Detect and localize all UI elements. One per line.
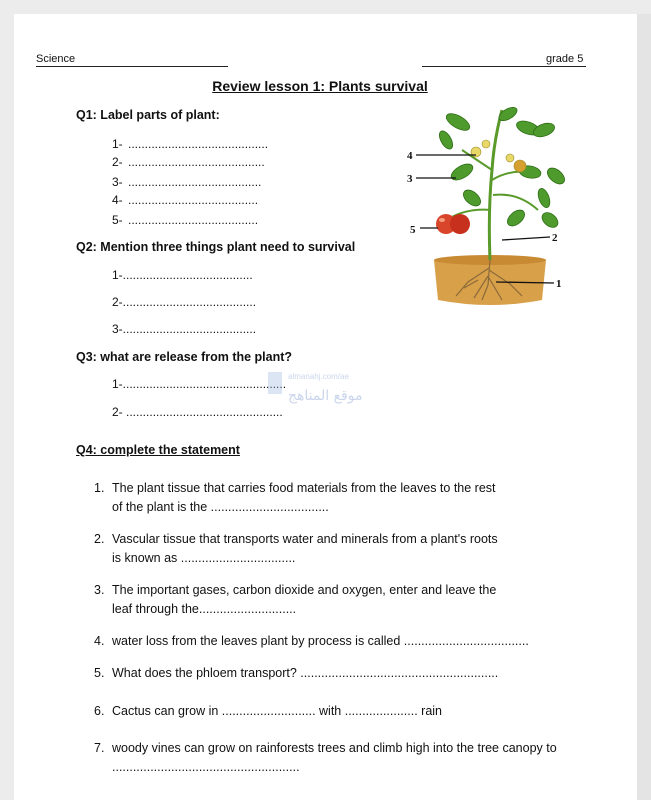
statement-2 (94, 530, 614, 570)
q2-heading: Q2: Mention three things plant need to survival (76, 240, 356, 254)
statement-7-text: woody vines can grow on rainforests trees and climb high into the tree canopy to (112, 741, 557, 755)
diagram-label-1: 1 (556, 278, 562, 290)
q1-item-4-number: 4- (112, 193, 123, 207)
statement-6-text: Cactus can grow in (112, 704, 219, 718)
statement-5-number: 5. (94, 666, 105, 680)
tomato-fruit-icon (436, 214, 470, 234)
q2-item-3-number: 3- (112, 322, 123, 336)
statement-3-number: 3. (94, 583, 105, 597)
leaves-icon (437, 105, 568, 231)
subject-label: Science (36, 53, 76, 65)
statement-2-line2: is known as ................................. (112, 551, 296, 565)
statement-1 (94, 479, 614, 519)
grade-underline (422, 66, 586, 67)
q4-heading: Q4: complete the statement (76, 443, 240, 457)
page-title: Review lesson 1: Plants survival (212, 78, 428, 94)
watermark-logo-icon (268, 372, 282, 394)
q1-item-1-number: 1- (112, 137, 123, 151)
q1-item-2: 2- ......................................... (112, 155, 265, 169)
diagram-label-2: 2 (552, 232, 558, 244)
q2-item-2: 2-........................................ (112, 295, 257, 309)
q2-item-3: 3-........................................ (112, 322, 257, 336)
statement-5-text: What does the phloem transport? (112, 666, 297, 680)
statement-5-line: What does the phloem transport? ......................................................... (112, 666, 499, 680)
statement-6-line: Cactus can grow in ........................... with ..................... rain (112, 704, 442, 718)
q3-heading: Q3: what are release from the plant? (76, 350, 293, 364)
statement-7-number: 7. (94, 741, 105, 755)
grade-label: grade 5 (546, 53, 584, 65)
q2-item-1-number: 1- (112, 268, 123, 282)
statement-2-text: Vascular tissue that transports water and minerals from a plant's roots (112, 532, 498, 546)
statement-7 (94, 739, 624, 779)
q3-item-1-number: 1- (112, 377, 123, 391)
statement-4-line: water loss from the leaves plant by process is called .................................... (112, 634, 529, 648)
subject-underline (36, 66, 228, 67)
statement-2-text-2: is known as (112, 551, 178, 565)
statement-6 (94, 702, 614, 722)
watermark (262, 368, 392, 428)
diagram-label-4: 4 (407, 150, 413, 162)
q1-heading: Q1: Label parts of plant: (76, 108, 220, 122)
statement-1-line2: of the plant is the .................................. (112, 500, 329, 514)
q1-item-5: 5- ....................................... (112, 213, 259, 227)
statement-2-number: 2. (94, 532, 105, 546)
q2-item-1: 1-....................................... (112, 268, 253, 282)
statement-3-text: The important gases, carbon dioxide and oxygen, enter and leave the (112, 583, 497, 597)
q1-item-3: 3- ........................................ (112, 175, 262, 189)
statement-6-number: 6. (94, 704, 105, 718)
statement-4 (94, 632, 614, 652)
statement-1-text: The plant tissue that carries food materials from the leaves to the rest (112, 481, 496, 495)
watermark-site: almanahj.com/ae (288, 372, 349, 381)
statement-4-number: 4. (94, 634, 105, 648)
q3-item-1: 1-................................................. (112, 377, 287, 391)
statement-3-line2: leaf through the............................ (112, 602, 297, 616)
q1-item-1: 1- .......................................... (112, 137, 269, 151)
statement-5 (94, 664, 614, 684)
watermark-arabic: موقع المناهج (288, 388, 363, 404)
statement-1-text-2: of the plant is the (112, 500, 208, 514)
q3-item-2-number: 2- (112, 405, 123, 419)
flower-icon (471, 140, 526, 172)
q2-item-2-number: 2- (112, 295, 123, 309)
diagram-label-5: 5 (410, 224, 416, 236)
statement-6-text-with: with (319, 704, 342, 718)
statement-7-line2: ...................................................... (112, 760, 300, 774)
q3-item-2: 2- ............................................... (112, 405, 283, 419)
q1-item-4: 4- ....................................... (112, 193, 259, 207)
statement-3 (94, 581, 614, 621)
statement-3-text-2: leaf through the (112, 602, 199, 616)
plant-diagram (398, 100, 588, 310)
q1-item-3-number: 3- (112, 175, 123, 189)
statement-4-text: water loss from the leaves plant by process is called (112, 634, 401, 648)
statement-6-text-rain: rain (421, 704, 442, 718)
statement-1-number: 1. (94, 481, 105, 495)
diagram-label-3: 3 (407, 173, 413, 185)
page-edge (637, 14, 651, 800)
q1-item-2-number: 2- (112, 155, 123, 169)
q1-item-5-number: 5- (112, 213, 123, 227)
